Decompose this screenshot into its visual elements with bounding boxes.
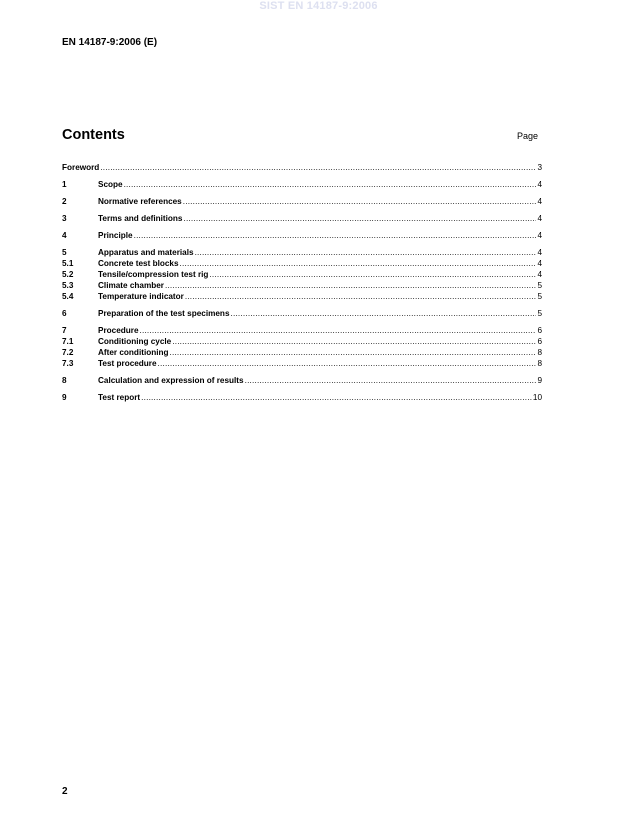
toc-entry-page: 6 xyxy=(537,337,542,346)
toc-entry-number: 1 xyxy=(62,180,67,189)
toc-entry-page: 8 xyxy=(537,348,542,357)
toc-entry-title: Tensile/compression test rig xyxy=(98,270,209,279)
toc-leader-dots xyxy=(124,179,537,190)
toc-entry-number: 6 xyxy=(62,309,67,318)
toc-entry-page: 9 xyxy=(537,376,542,385)
toc-entry-title: Concrete test blocks xyxy=(98,259,179,268)
toc-entry-title: Terms and definitions xyxy=(98,214,183,223)
toc-leader-dots xyxy=(172,336,536,347)
toc-entry-scope[interactable] xyxy=(62,179,542,190)
toc-entry-page: 10 xyxy=(532,393,542,402)
toc-entry-page: 4 xyxy=(537,248,542,257)
toc-entry-title: Normative references xyxy=(98,197,182,206)
toc-leader-dots xyxy=(195,247,537,258)
toc-entry-page: 5 xyxy=(537,309,542,318)
toc-leader-dots xyxy=(100,162,536,173)
toc-entry-page: 8 xyxy=(537,359,542,368)
toc-leader-dots xyxy=(140,325,537,336)
toc-leader-dots xyxy=(209,269,536,280)
toc-entry-title: Test report xyxy=(98,393,141,402)
toc-entry-tensile-compression-test-rig[interactable] xyxy=(62,269,542,280)
toc-entry-terms-and-definitions[interactable] xyxy=(62,213,542,224)
toc-entry-page: 4 xyxy=(537,231,542,240)
toc-leader-dots xyxy=(231,308,537,319)
toc-entry-test-report[interactable] xyxy=(62,392,542,403)
toc-leader-dots xyxy=(165,280,536,291)
toc-entry-climate-chamber[interactable] xyxy=(62,280,542,291)
toc-entry-concrete-test-blocks[interactable] xyxy=(62,258,542,269)
toc-entry-title: Principle xyxy=(98,231,133,240)
contents-title: Contents xyxy=(62,127,125,143)
toc-entry-title: Preparation of the test specimens xyxy=(98,309,230,318)
toc-entry-page: 4 xyxy=(537,270,542,279)
toc-leader-dots xyxy=(180,258,537,269)
toc-entry-page: 4 xyxy=(537,197,542,206)
toc-entry-title: Climate chamber xyxy=(98,281,164,290)
toc-entry-calculation-and-expression[interactable] xyxy=(62,375,542,386)
toc-entry-number: 4 xyxy=(62,231,67,240)
toc-leader-dots xyxy=(158,358,537,369)
toc-entry-page: 4 xyxy=(537,180,542,189)
toc-leader-dots xyxy=(141,392,532,403)
toc-leader-dots xyxy=(245,375,537,386)
watermark: SIST EN 14187-9:2006 xyxy=(259,0,378,12)
document-id: EN 14187-9:2006 (E) xyxy=(62,37,158,48)
toc-entry-number: 9 xyxy=(62,393,67,402)
toc-entry-title: Calculation and expression of results xyxy=(98,376,244,385)
toc-entry-number: 3 xyxy=(62,214,67,223)
toc-entry-number: 5.2 xyxy=(62,270,74,279)
toc-entry-page: 5 xyxy=(537,292,542,301)
toc-entry-foreword[interactable] xyxy=(62,162,542,173)
toc-entry-page: 6 xyxy=(537,326,542,335)
toc-entry-conditioning-cycle[interactable] xyxy=(62,336,542,347)
toc-entry-normative-references[interactable] xyxy=(62,196,542,207)
toc-entry-title: Conditioning cycle xyxy=(98,337,172,346)
toc-entry-title: After conditioning xyxy=(98,348,169,357)
toc-entry-title: Temperature indicator xyxy=(98,292,184,301)
toc-entry-number: 7.1 xyxy=(62,337,74,346)
toc-entry-number: 5 xyxy=(62,248,67,257)
toc-leader-dots xyxy=(183,213,536,224)
toc-entry-page: 4 xyxy=(537,259,542,268)
toc-entry-number: 5.3 xyxy=(62,281,74,290)
toc-entry-principle[interactable] xyxy=(62,230,542,241)
toc-entry-preparation-of-test-specimens[interactable] xyxy=(62,308,542,319)
toc-entry-temperature-indicator[interactable] xyxy=(62,291,542,302)
toc-entry-number: 8 xyxy=(62,376,67,385)
toc-entry-title: Foreword xyxy=(62,163,100,172)
toc-entry-title: Test procedure xyxy=(98,359,157,368)
toc-leader-dots xyxy=(170,347,537,358)
toc-entry-number: 7.2 xyxy=(62,348,74,357)
toc-entry-page: 4 xyxy=(537,214,542,223)
toc-leader-dots xyxy=(183,196,537,207)
toc-entry-title: Procedure xyxy=(98,326,139,335)
toc-entry-title: Apparatus and materials xyxy=(98,248,194,257)
page-column-label: Page xyxy=(517,131,539,141)
page-number: 2 xyxy=(62,786,68,797)
toc-entry-number: 5.4 xyxy=(62,292,74,301)
toc-entry-number: 5.1 xyxy=(62,259,74,268)
toc-entry-title: Scope xyxy=(98,180,123,189)
toc-entry-number: 7 xyxy=(62,326,67,335)
toc-leader-dots xyxy=(185,291,537,302)
toc-entry-test-procedure[interactable] xyxy=(62,358,542,369)
table-of-contents xyxy=(62,162,542,403)
toc-entry-page: 5 xyxy=(537,281,542,290)
toc-entry-number: 7.3 xyxy=(62,359,74,368)
toc-entry-number: 2 xyxy=(62,197,67,206)
toc-leader-dots xyxy=(134,230,537,241)
toc-entry-after-conditioning[interactable] xyxy=(62,347,542,358)
toc-entry-procedure[interactable] xyxy=(62,325,542,336)
toc-entry-apparatus-and-materials[interactable] xyxy=(62,247,542,258)
toc-entry-page: 3 xyxy=(537,163,542,172)
